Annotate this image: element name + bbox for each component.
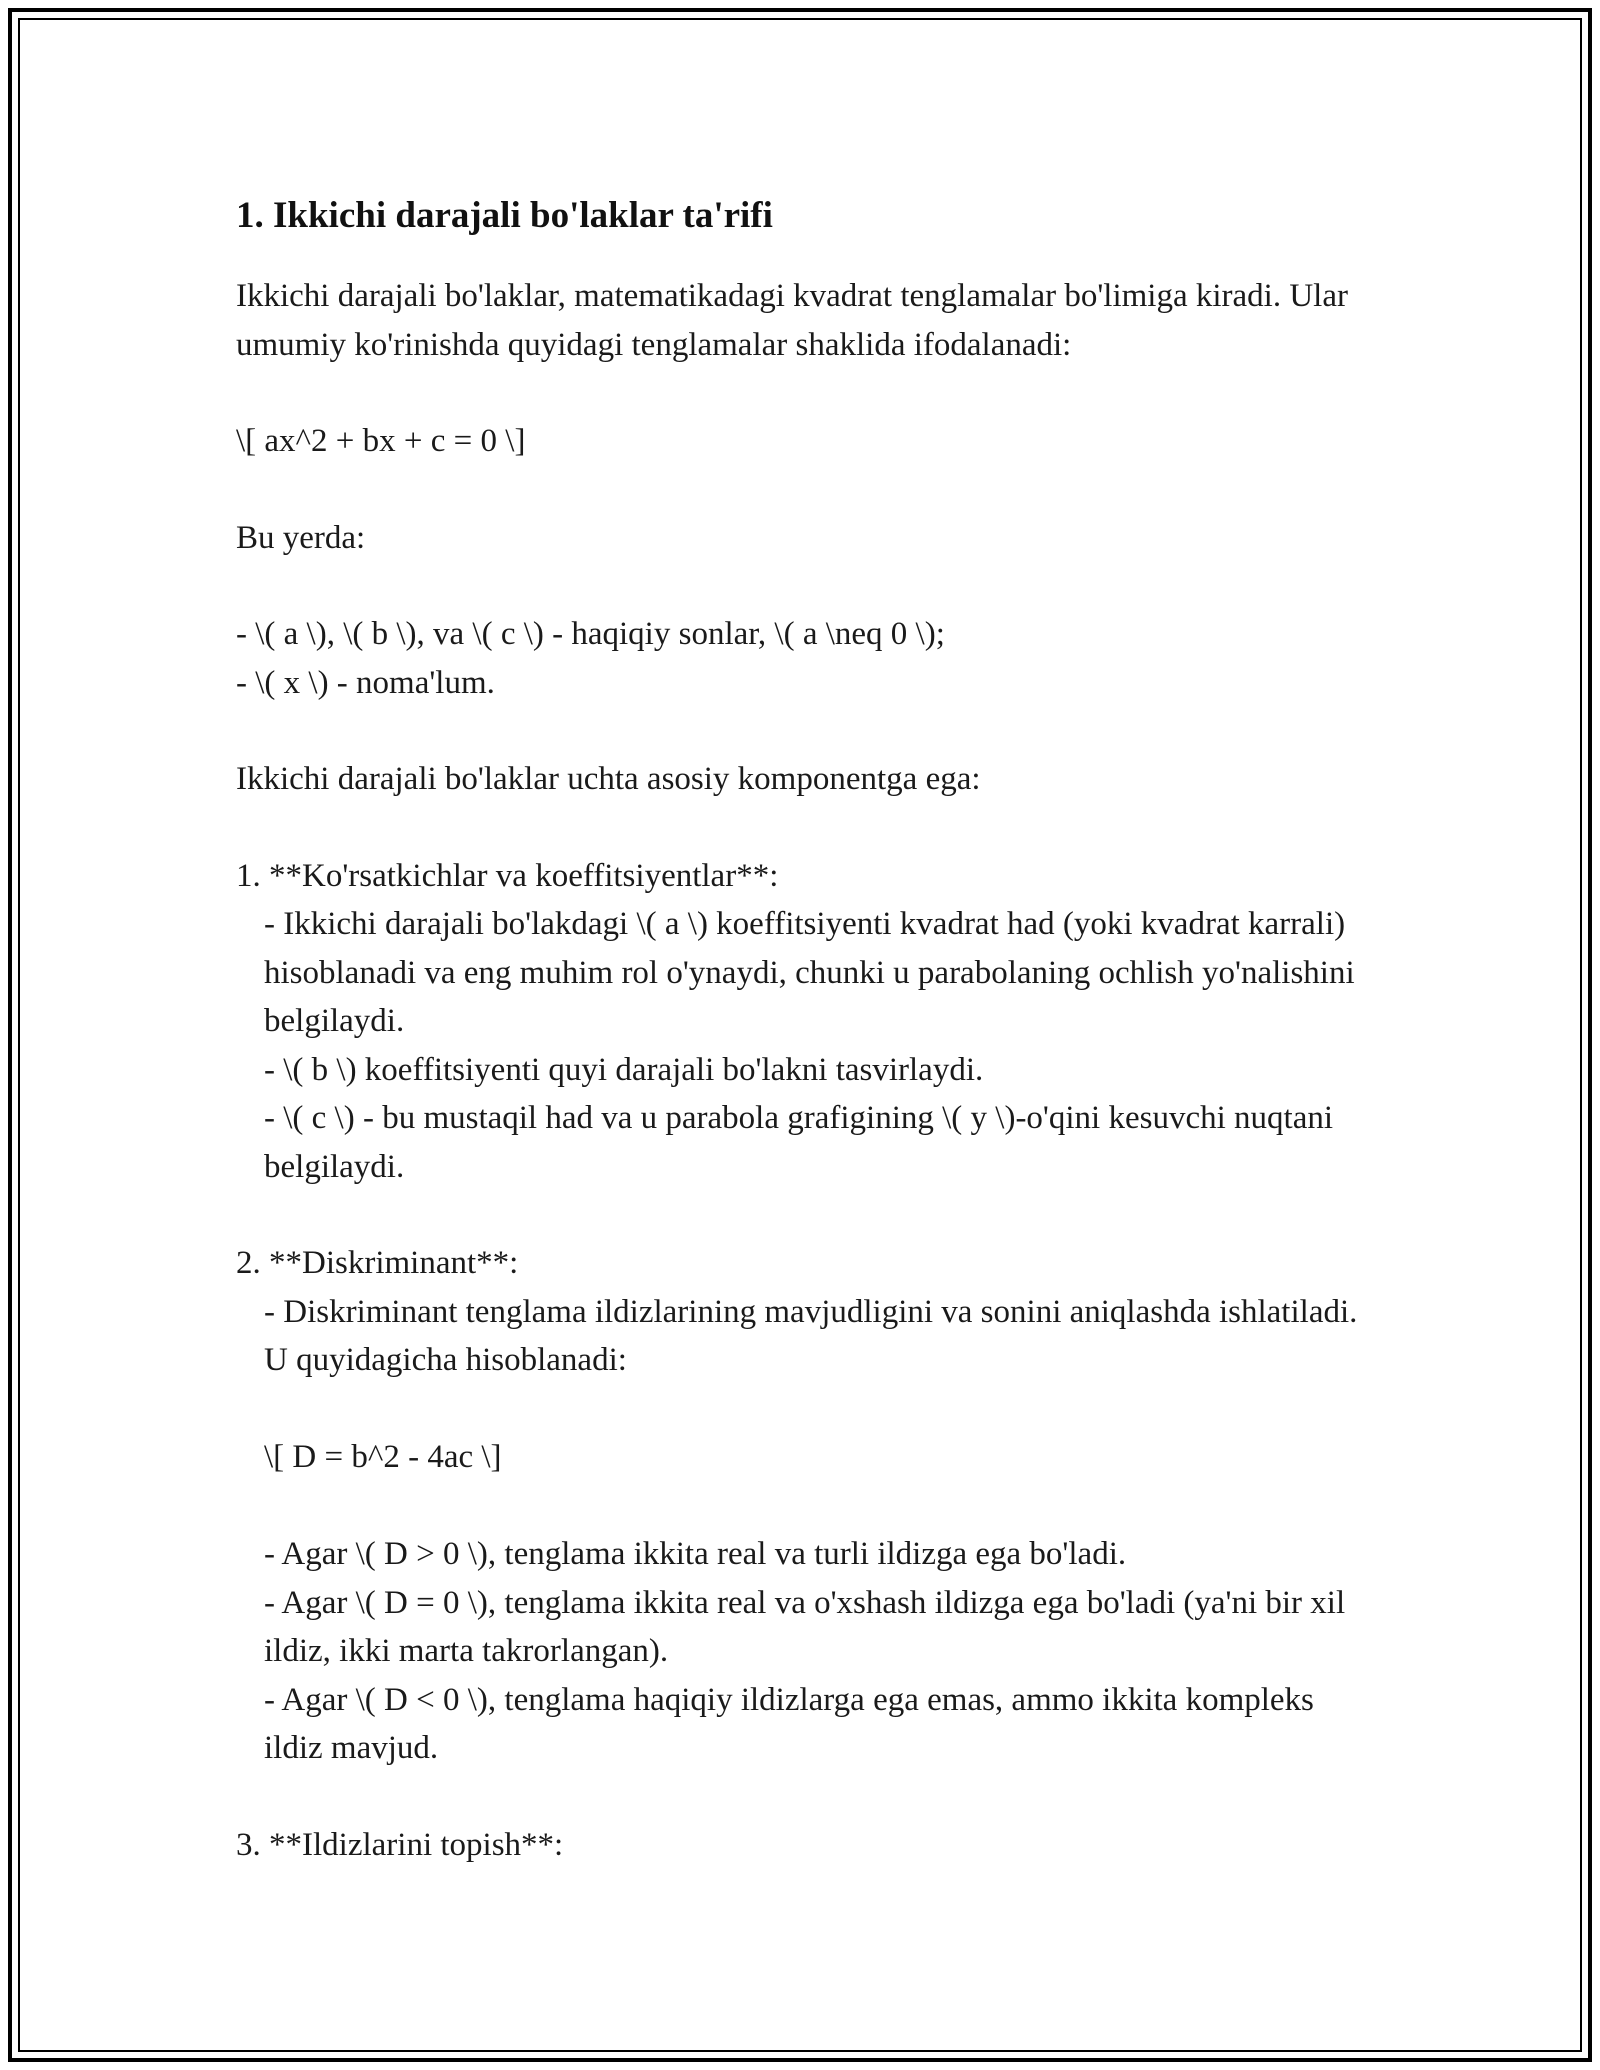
discriminant-formula: \[ D = b^2 - 4ac \] — [264, 1439, 502, 1475]
component-item-2 — [236, 1239, 1366, 1773]
component-title: 3. **Ildizlarini topish**: — [236, 1826, 564, 1863]
discriminant-case: - Agar \( D < 0 \), tenglama haqiqiy ildizlarga ega emas, ammo ikkita kompleks ildiz mavjud. — [264, 1681, 1314, 1766]
definition-item: - \( x \) - noma'lum. — [236, 664, 495, 701]
component-bullet: - \( b \) koeffitsiyenti quyi darajali bo'lakni tasvirlaydi. — [264, 1051, 984, 1088]
section-heading: 1. Ikkichi darajali bo'laklar ta'rifi — [236, 195, 773, 236]
discriminant-case: - Agar \( D > 0 \), tenglama ikkita real va turli ildizga ega bo'ladi. — [264, 1536, 1127, 1572]
component-item-1 — [236, 852, 1366, 1192]
document-body — [236, 190, 1366, 1869]
bu-yerda-label: Bu yerda: — [236, 519, 366, 556]
component-title: 2. **Diskriminant**: — [236, 1245, 519, 1281]
definitions-list — [236, 610, 1366, 707]
component-bullet: - Diskriminant tenglama ildizlarining mavjudligini va sonini aniqlashda ishlatiladi. U quyidagicha hisoblanadi: — [264, 1293, 1358, 1378]
component-title: 1. **Ko'rsatkichlar va koeffitsiyentlar**: — [236, 857, 779, 894]
intro-paragraph: Ikkichi darajali bo'laklar, matematikadagi kvadrat tenglamalar bo'limiga kiradi. Ular umumiy ko'rinishda quyidagi tenglamalar shaklida ifodalanadi: — [236, 278, 1348, 363]
main-formula: \[ ax^2 + bx + c = 0 \] — [236, 423, 526, 459]
component-bullet: - \( c \) - bu mustaqil had va u parabola grafigining \( y \)-o'qini kesuvchi nuqtani belgilaydi. — [264, 1100, 1334, 1185]
component-item-3 — [236, 1821, 1366, 1870]
definition-item: - \( a \), \( b \), va \( c \) - haqiqiy sonlar, \( a \neq 0 \); — [236, 616, 945, 652]
components-intro: Ikkichi darajali bo'laklar uchta asosiy komponentga ega: — [236, 761, 981, 797]
component-bullet: - Ikkichi darajali bo'lakdagi \( a \) koeffitsiyenti kvadrat had (yoki kvadrat karrali) hisoblanadi va eng muhim rol o'ynaydi, chunki u parabolaning ochlish yo'nalishini belgilaydi. — [264, 906, 1355, 1039]
discriminant-case: - Agar \( D = 0 \), tenglama ikkita real va o'xshash ildizga ega bo'ladi (ya'ni bir xil ildiz, ikki marta takrorlangan). — [264, 1584, 1346, 1669]
